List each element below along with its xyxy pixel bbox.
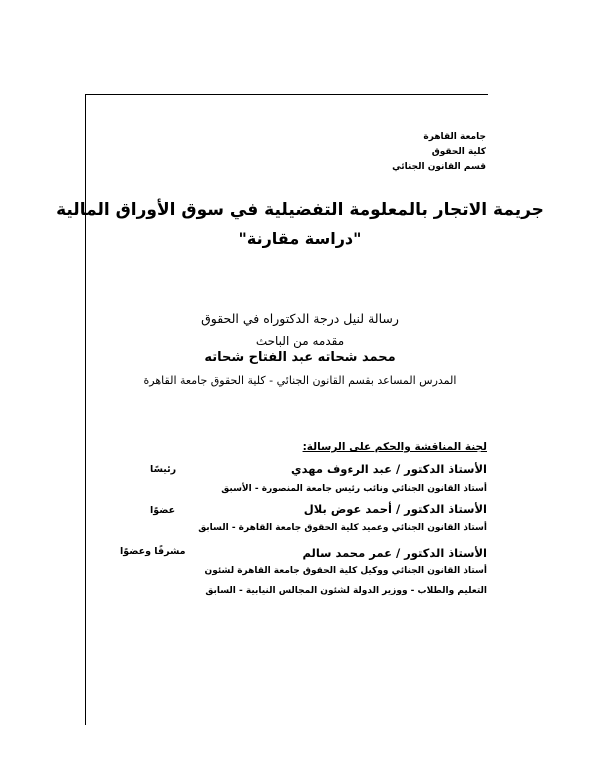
faculty-name: كلية الحقوق: [431, 147, 486, 157]
university-name: جامعة القاهرة: [423, 132, 486, 142]
committee-member-desc: أستاذ القانون الجنائي وعميد كلية الحقوق جامعة القاهرة - السابق: [198, 523, 487, 533]
committee-member-name: الأستاذ الدكتور / عبد الرءوف مهدي: [291, 462, 487, 476]
author-name: محمد شحاته عبد الفتاح شحاته: [204, 350, 396, 365]
thesis-title: جريمة الاتجار بالمعلومة التفضيلية في سوق الأوراق المالية: [56, 200, 544, 220]
page-frame-border: [85, 94, 488, 725]
committee-member-role: مشرفًا وعضوًا: [120, 546, 186, 557]
degree-purpose: رسالة لنيل درجة الدكتوراه في الحقوق: [201, 311, 399, 326]
department-name: قسم القانون الجنائي: [392, 162, 486, 172]
committee-member-name: الأستاذ الدكتور / عمر محمد سالم: [302, 546, 487, 560]
committee-member-role: عضوًا: [150, 505, 176, 516]
author-title: المدرس المساعد بقسم القانون الجنائي - كلية الحقوق جامعة القاهرة: [143, 374, 457, 387]
committee-member-desc: أستاذ القانون الجنائي ونائب رئيس جامعة المنصورة - الأسبق: [221, 484, 487, 494]
committee-member-role: رئيسًا: [150, 464, 177, 475]
thesis-subtitle: "دراسة مقارنة": [238, 229, 362, 248]
committee-heading: لجنة المناقشة والحكم على الرسالة:: [302, 441, 487, 453]
presented-by: مقدمه من الباحث: [255, 334, 345, 348]
committee-member-desc: أستاذ القانون الجنائي ووكيل كلية الحقوق جامعة القاهرة لشئون: [204, 566, 487, 576]
committee-member-desc: التعليم والطلاب - ووزير الدولة لشئون المجالس النيابية - السابق: [205, 586, 487, 596]
committee-member-name: الأستاذ الدكتور / أحمد عوض بلال: [303, 502, 487, 516]
